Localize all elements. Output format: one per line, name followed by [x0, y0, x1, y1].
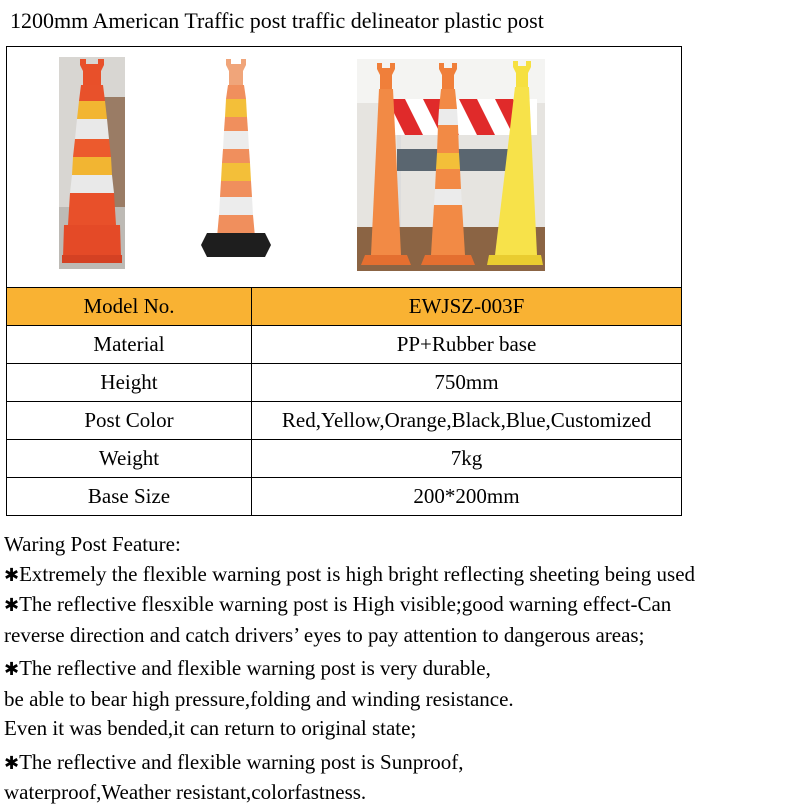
feature-text-continued: Even it was bended,it can return to original state; [4, 716, 417, 740]
feature-text: The reflective and flexible warning post is very durable, [19, 656, 491, 680]
product-sheet [6, 46, 682, 516]
spec-row [7, 402, 682, 440]
spec-value: 200*200mm [252, 478, 682, 516]
spec-row [7, 364, 682, 402]
feature-item [4, 654, 800, 685]
feature-heading: Waring Post Feature: [4, 532, 181, 556]
feature-text: The reflective flesxible warning post is High visible;good warning effect-Can [19, 592, 672, 616]
product-photos [7, 47, 681, 287]
feature-item [4, 590, 800, 621]
page-title: 1200mm American Traffic post traffic delineator plastic post [10, 8, 544, 33]
feature-text-continued: waterproof,Weather resistant,colorfastness. [4, 780, 367, 804]
spec-label: Height [7, 364, 252, 402]
feature-text: The reflective and flexible warning post is Sunproof, [19, 749, 464, 774]
spec-label: Base Size [7, 478, 252, 516]
feature-text-continued: be able to bear high pressure,folding and winding resistance. [4, 686, 514, 711]
bullet-star-icon: ✱ [4, 595, 20, 616]
spec-value: EWJSZ-003F [252, 288, 682, 326]
bullet-star-icon: ✱ [4, 659, 20, 680]
photo-posts-with-barricade [357, 59, 545, 271]
bullet-star-icon: ✱ [4, 564, 20, 586]
photo-post-rubber-base [199, 57, 273, 263]
spec-label: Weight [7, 440, 252, 478]
spec-value: 750mm [252, 364, 682, 402]
spec-label: Model No. [7, 288, 252, 326]
feature-item [4, 560, 800, 591]
photo-orange-post [59, 57, 125, 269]
spec-row [7, 478, 682, 516]
spec-value: 7kg [252, 440, 682, 478]
spec-table [6, 287, 682, 516]
bullet-star-icon: ✱ [4, 752, 20, 774]
feature-text-continued: reverse direction and catch drivers’ eyes to pay attention to dangerous areas; [4, 622, 645, 647]
feature-list [4, 530, 800, 808]
feature-text: Extremely the flexible warning post is high bright reflecting sheeting being used [19, 561, 696, 586]
spec-row [7, 440, 682, 478]
feature-item [4, 748, 800, 779]
spec-label: Post Color [7, 402, 252, 440]
spec-value: PP+Rubber base [252, 326, 682, 364]
spec-label: Material [7, 326, 252, 364]
spec-row [7, 326, 682, 364]
spec-value: Red,Yellow,Orange,Black,Blue,Customized [252, 402, 682, 440]
spec-header-row [7, 288, 682, 326]
